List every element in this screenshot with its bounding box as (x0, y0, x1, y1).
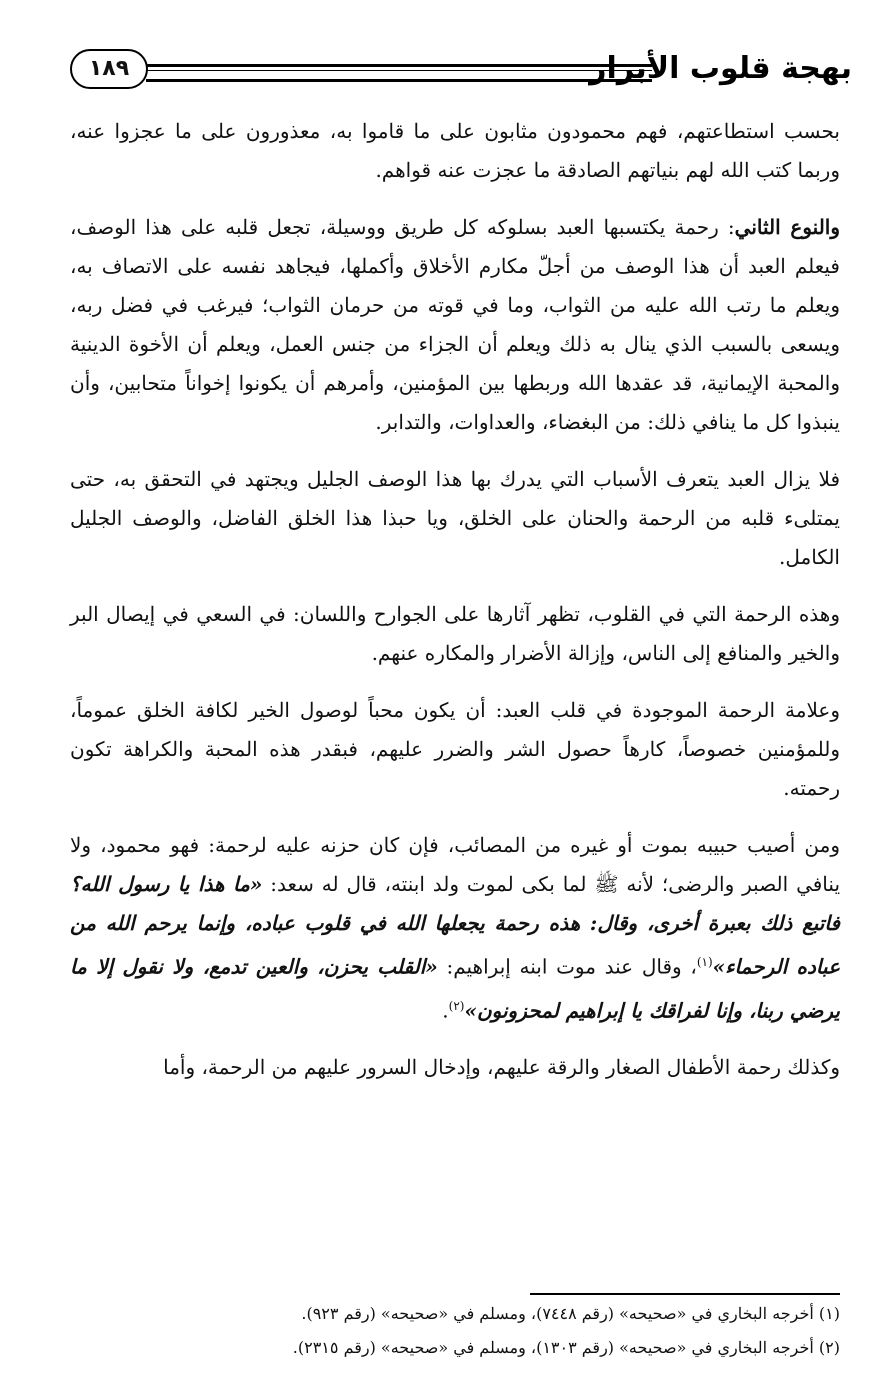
page-header (64, 44, 852, 94)
hadith-quote: «القلب يحزن، والعين تدمع، ولا نقول إلا ما يرضي ربنا، وإنا لفراقك يا إبراهيم لمحزونون» (70, 954, 840, 1023)
book-title: بهجة قلوب الأبرار (589, 51, 852, 86)
paragraph-text: . (442, 998, 449, 1023)
paragraph (70, 208, 840, 442)
page-number: ١٨٩ (70, 49, 148, 89)
paragraph-lead: والنوع الثاني (734, 215, 841, 239)
footnote: (١) أخرجه البخاري في «صحيحه» (رقم ٧٤٤٨)، ومسلم في «صحيحه» (رقم ٩٢٣). (301, 1304, 840, 1323)
hadith-quote: «ما هذا يا رسول الله؟ فاتبع ذلك بعبرة أخرى، وقال: هذه رحمة يجعلها الله في قلوب عباده، وإنما يرحم الله من عباده الرحماء» (70, 872, 840, 979)
header-rule (146, 64, 652, 82)
paragraph-text: : رحمة يكتسبها العبد بسلوكه كل طريق ووسيلة، تجعل قلبه على هذا الوصف، فيعلم العبد أن هذا الوصف من أجلّ مكارم الأخلاق وأكملها، فيجاهد نفسه على الاتصاف به، ويعلم ما رتب الله عليه من الثواب، وما في قوته من حرمان الثواب؛ فيرغب في فضل ربه، ويسعى بالسبب الذي ينال به ذلك ويعلم أن الجزاء من جنس العمل، ويعلم أن الأخوة الدينية والمحبة الإيمانية، قد عقدها الله وربطها بين المؤمنين، وأمرهم أن يكونوا إخواناً متحابين، وأن ينبذوا كل ما ينافي ذلك: من البغضاء، والعداوات، والتدابر. (70, 215, 840, 434)
main-text (70, 112, 840, 1105)
paragraph: وعلامة الرحمة الموجودة في قلب العبد: أن يكون محباً لوصول الخير لكافة الخلق عموماً، وللمؤمنين خصوصاً، كارهاً حصول الشر والضرر عليهم، فبقدر هذه المحبة والكراهة تكون رحمته. (70, 698, 840, 800)
paragraph-text: ومن أصيب حبيبه بموت أو غيره من المصائب، فإن كان حزنه عليه لرحمة: فهو محمود، ولا ينافي الصبر والرضى؛ لأنه ﷺ لما بكى لموت ولد ابنته، قال له سعد: (70, 833, 841, 896)
footnote-divider (530, 1293, 840, 1295)
footnotes (70, 1297, 840, 1365)
paragraph: بحسب استطاعتهم، فهم محمودون مثابون على ما قاموا به، معذورون على ما عجزوا عنه، وربما كتب الله لهم بنياتهم الصادقة ما عجزت عنه قواهم. (70, 119, 840, 182)
footnote: (٢) أخرجه البخاري في «صحيحه» (رقم ١٣٠٣)، ومسلم في «صحيحه» (رقم ٢٣١٥). (292, 1338, 840, 1357)
paragraph: وكذلك رحمة الأطفال الصغار والرقة عليهم، وإدخال السرور عليهم من الرحمة، وأما (163, 1055, 840, 1080)
footnote-ref: (٢) (448, 998, 465, 1013)
paragraph (70, 826, 840, 1030)
footnote-ref: (١) (696, 955, 713, 969)
paragraph: فلا يزال العبد يتعرف الأسباب التي يدرك بها هذا الوصف الجليل ويجتهد في التحقق به، حتى يمتلىء قلبه من الرحمة والحنان على الخلق، ويا حبذا هذا الخلق الفاضل، والوصف الجليل الكامل. (70, 467, 840, 569)
paragraph: وهذه الرحمة التي في القلوب، تظهر آثارها على الجوارح واللسان: في السعي في إيصال البر والخير والمنافع إلى الناس، وإزالة الأضرار والمكاره عنهم. (70, 602, 840, 665)
paragraph-text: ، وقال عند موت ابنه إبراهيم: (446, 954, 697, 979)
